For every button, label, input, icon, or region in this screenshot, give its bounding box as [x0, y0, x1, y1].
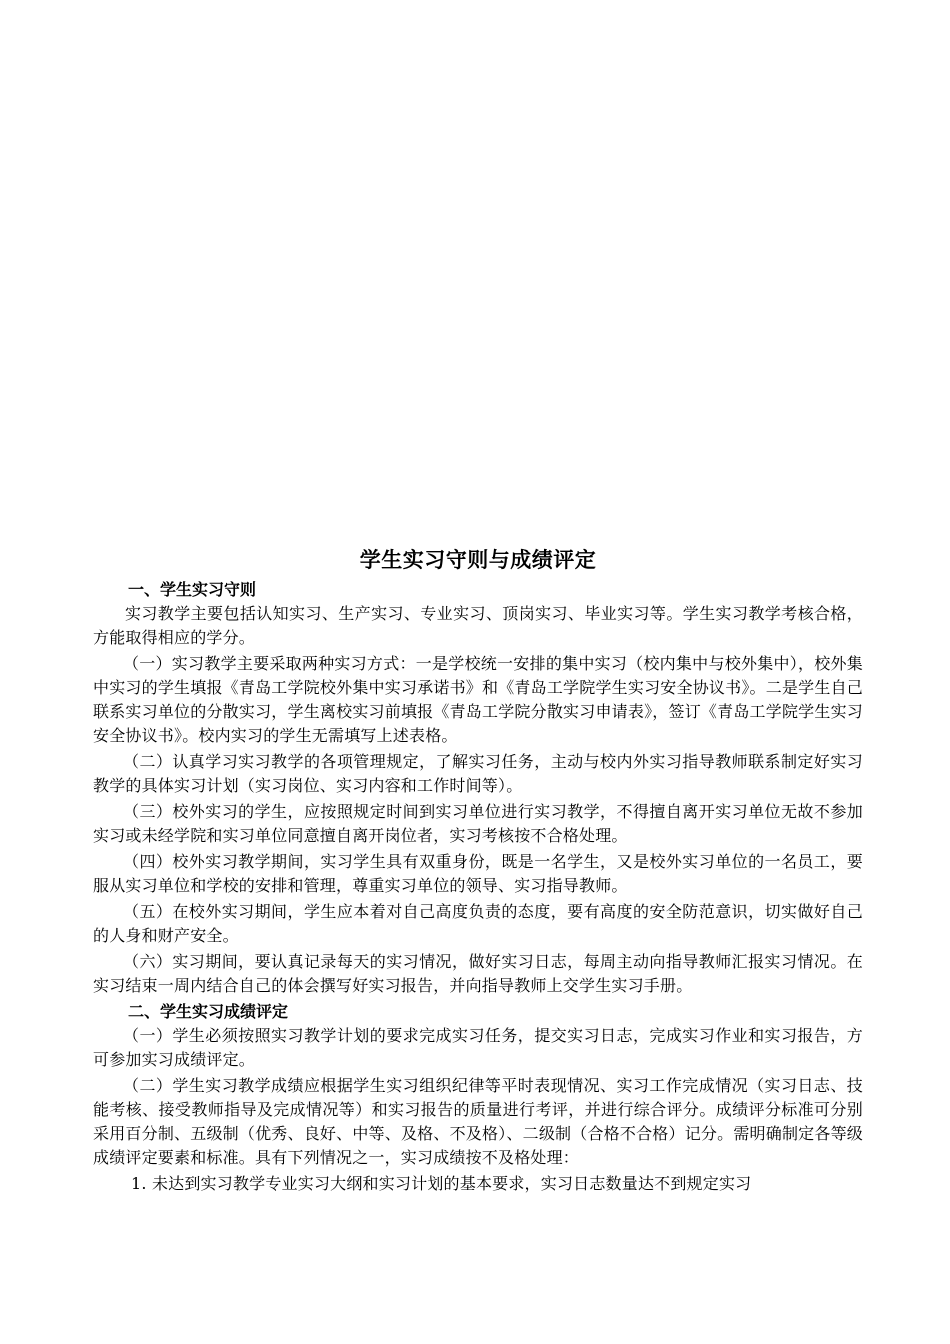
section-heading-grading: 二、学生实习成绩评定 [128, 1002, 289, 1021]
document-body [93, 540, 863, 1196]
rule-paragraph-4: （四）校外实习教学期间，实习学生具有双重身份，既是一名学生，又是校外实习单位的一名员工，要服从实习单位和学校的安排和管理，尊重实习单位的领导、实习指导教师。 [93, 852, 863, 895]
grading-numbered-item-1: 1. 未达到实习教学专业实习大纲和实习计划的基本要求，实习日志数量达不到规定实习 [131, 1174, 752, 1193]
rule-paragraph-5: （五）在校外实习期间，学生应本着对自己高度负责的态度，要有高度的安全防范意识，切实做好自己的人身和财产安全。 [93, 902, 863, 945]
rule-paragraph-3: （三）校外实习的学生，应按照规定时间到实习单位进行实习教学，不得擅自离开实习单位无故不参加实习或未经学院和实习单位同意擅自离开岗位者，实习考核按不合格处理。 [93, 802, 863, 845]
grading-paragraph-1: （一）学生必须按照实习教学计划的要求完成实习任务，提交实习日志，完成实习作业和实习报告，方可参加实习成绩评定。 [93, 1026, 863, 1069]
document-title: 学生实习守则与成绩评定 [359, 548, 597, 572]
rule-paragraph-6: （六）实习期间，要认真记录每天的实习情况，做好实习日志，每周主动向指导教师汇报实习情况。在实习结束一周内结合自己的体会撰写好实习报告，并向指导教师上交学生实习手册。 [93, 952, 863, 995]
rule-paragraph-2: （二）认真学习实习教学的各项管理规定，了解实习任务，主动与校内外实习指导教师联系制定好实习教学的具体实习计划（实习岗位、实习内容和工作时间等）。 [93, 752, 863, 795]
section-heading-rules: 一、学生实习守则 [128, 580, 257, 599]
section-intro-paragraph: 实习教学主要包括认知实习、生产实习、专业实习、顶岗实习、毕业实习等。学生实习教学考核合格，方能取得相应的学分。 [93, 604, 863, 647]
rule-paragraph-1: （一）实习教学主要采取两种实习方式：一是学校统一安排的集中实习（校内集中与校外集中），校外集中实习的学生填报《青岛工学院校外集中实习承诺书》和《青岛工学院学生实习安全协议书》。二是学生自己联系实习单位的分散实习，学生离校实习前填报《青岛工学院分散实习申请表》，签订《青岛工学院学生实习安全协议书》。校内实习的学生无需填写上述表格。 [93, 654, 863, 745]
grading-paragraph-2: （二）学生实习教学成绩应根据学生实习组织纪律等平时表现情况、实习工作完成情况（实习日志、技能考核、接受教师指导及完成情况等）和实习报告的质量进行考评，并进行综合评分。成绩评分标准可分别采用百分制、五级制（优秀、良好、中等、及格、不及格）、二级制（合格不合格）记分。需明确制定各等级成绩评定要素和标准。具有下列情况之一，实习成绩按不及格处理： [93, 1076, 863, 1167]
